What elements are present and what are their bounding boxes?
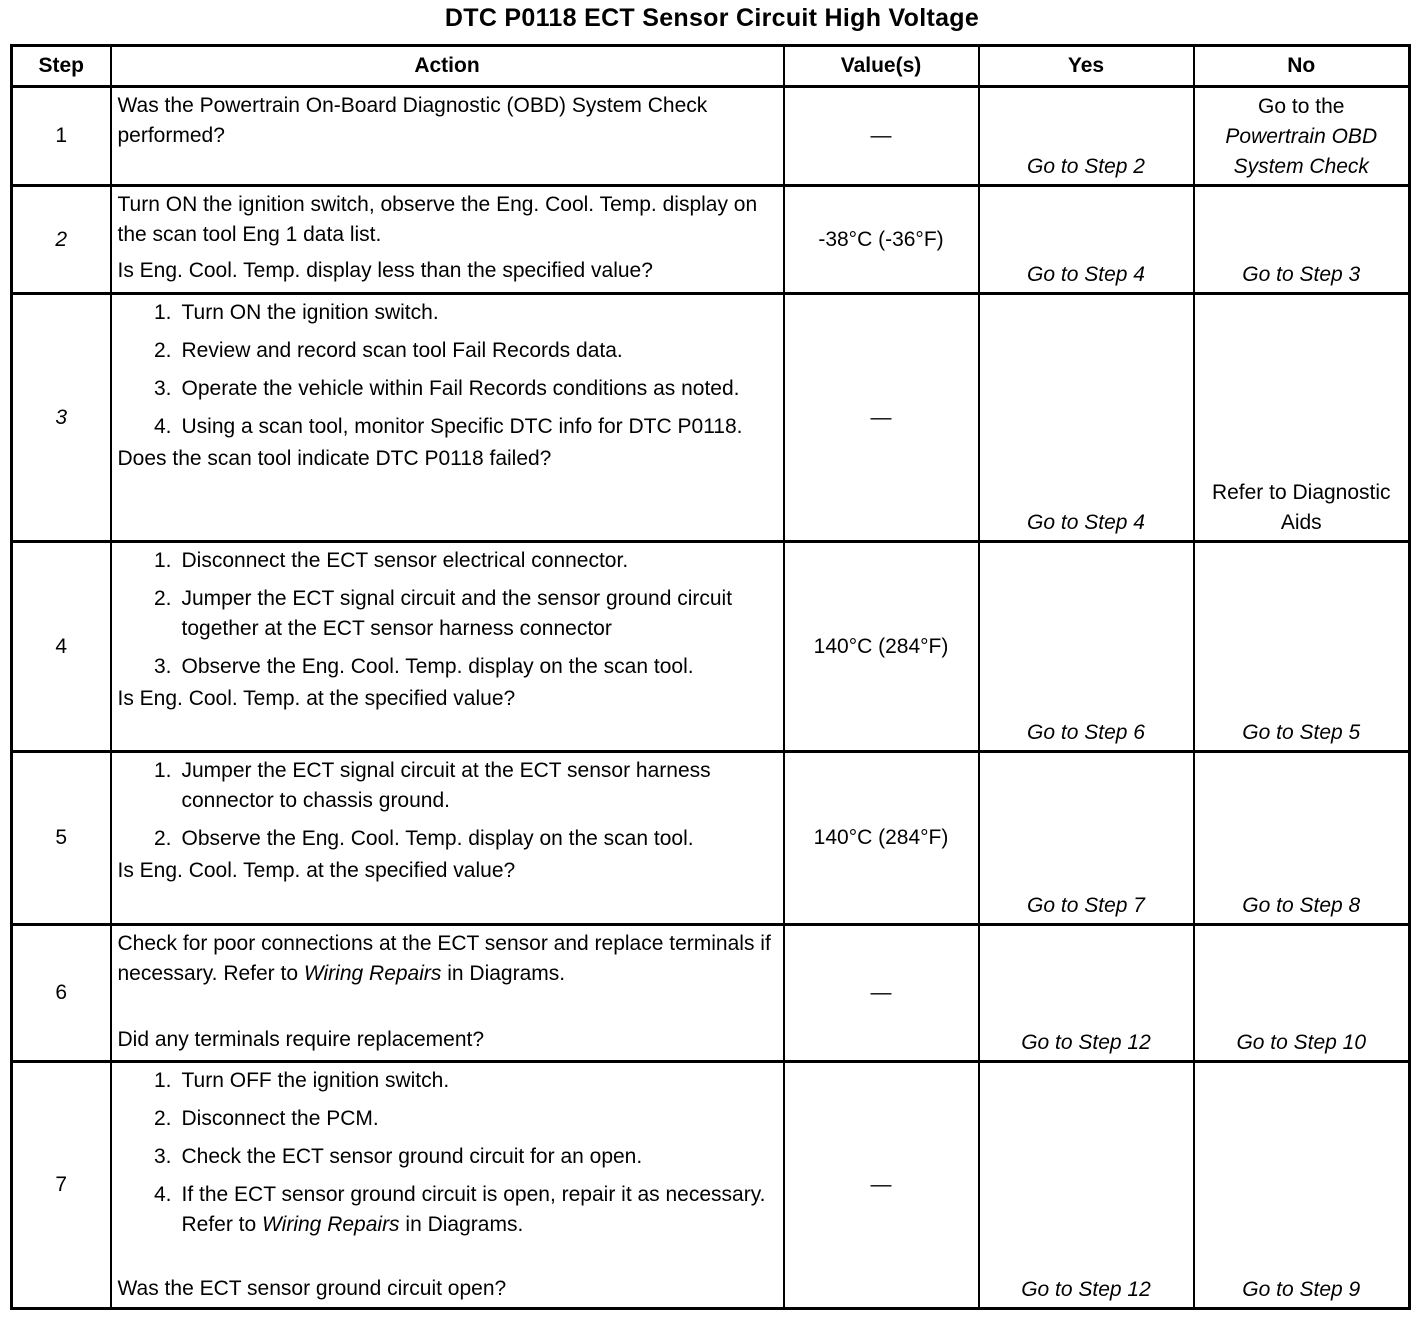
- yes-cell: Go to Step 4: [979, 186, 1194, 294]
- value-cell: —: [784, 925, 979, 1062]
- yes-cell: Go to Step 6: [979, 542, 1194, 752]
- action-step-item: 3. Check the ECT sensor ground circuit for an open.: [153, 1145, 643, 1168]
- action-cell: [111, 87, 784, 186]
- yes-cell: Go to Step 12: [979, 925, 1194, 1062]
- action-question: Is Eng. Cool. Temp. display less than the specified value?: [117, 259, 653, 282]
- no-cell: Go to Step 3: [1194, 186, 1410, 294]
- yes-cell: Go to Step 2: [979, 87, 1194, 186]
- header-no: No: [1194, 46, 1410, 87]
- action-step-item: 2. Disconnect the PCM.: [153, 1107, 379, 1130]
- action-question: Does the scan tool indicate DTC P0118 failed?: [117, 447, 552, 470]
- no-cell: Refer to Diagnostic Aids: [1194, 294, 1410, 542]
- diagnostic-table: [10, 44, 1411, 1310]
- table-row-step-5: [12, 752, 1410, 925]
- header-values: Value(s): [784, 46, 979, 87]
- no-cell: Go to Step 10: [1194, 925, 1410, 1062]
- action-step-item: 2. Jumper the ECT signal circuit and the sensor ground circuit together at the ECT sensor harness connector: [153, 587, 733, 640]
- no-cell: Go to Step 8: [1194, 752, 1410, 925]
- value-cell: 140°C (284°F): [784, 542, 979, 752]
- wiring-repairs-reference: Wiring Repairs: [262, 1213, 400, 1236]
- table-row-step-3: [12, 294, 1410, 542]
- value-cell: —: [784, 1062, 979, 1309]
- table-row-step-1: [12, 87, 1410, 186]
- action-steps-list: [118, 298, 779, 442]
- step-number: 7: [12, 1062, 111, 1309]
- action-steps-list: [118, 756, 779, 854]
- action-step-item: 4. Using a scan tool, monitor Specific DTC info for DTC P0118.: [153, 415, 743, 438]
- action-cell: [111, 925, 784, 1062]
- action-cell: [111, 542, 784, 752]
- action-question: Was the ECT sensor ground circuit open?: [117, 1277, 507, 1300]
- value-cell: -38°C (-36°F): [784, 186, 979, 294]
- yes-cell: Go to Step 12: [979, 1062, 1194, 1309]
- header-step: Step: [12, 46, 111, 87]
- wiring-repairs-reference: Wiring Repairs: [303, 962, 442, 985]
- action-cell: [111, 186, 784, 294]
- action-text: Turn ON the ignition switch, observe the Eng. Cool. Temp. display on the scan tool Eng 1 data list.: [117, 193, 758, 246]
- table-row-step-2: [12, 186, 1410, 294]
- action-step-item: 3. Operate the vehicle within Fail Records conditions as noted.: [153, 377, 740, 400]
- action-question: Is Eng. Cool. Temp. at the specified value?: [117, 687, 516, 710]
- yes-cell: Go to Step 4: [979, 294, 1194, 542]
- no-text-line1: Go to the: [1258, 95, 1345, 118]
- step-number: 6: [12, 925, 111, 1062]
- page-title: DTC P0118 ECT Sensor Circuit High Voltage: [444, 4, 980, 32]
- action-cell: [111, 294, 784, 542]
- action-question: Did any terminals require replacement?: [117, 1028, 485, 1051]
- value-cell: 140°C (284°F): [784, 752, 979, 925]
- no-cell: Go to Step 9: [1194, 1062, 1410, 1309]
- step-number: 1: [12, 87, 111, 186]
- action-cell: [111, 1062, 784, 1309]
- step-number: 5: [12, 752, 111, 925]
- action-step-item: 1. Disconnect the ECT sensor electrical connector.: [153, 549, 629, 572]
- action-step-item: 2. Review and record scan tool Fail Records data.: [153, 339, 623, 362]
- step-number: 4: [12, 542, 111, 752]
- table-row-step-4: [12, 542, 1410, 752]
- yes-cell: Go to Step 7: [979, 752, 1194, 925]
- action-steps-list: [118, 546, 779, 682]
- action-question: Is Eng. Cool. Temp. at the specified value?: [117, 859, 516, 882]
- value-cell: —: [784, 87, 979, 186]
- action-cell: [111, 752, 784, 925]
- action-step-item: 1. Turn ON the ignition switch.: [153, 301, 439, 324]
- action-step-item: 2. Observe the Eng. Cool. Temp. display on the scan tool.: [153, 827, 694, 850]
- action-step-item: 4. If the ECT sensor ground circuit is open, repair it as necessary. Refer to Wiring Repairs in Diagrams.: [153, 1183, 766, 1236]
- table-row-step-7: [12, 1062, 1410, 1309]
- action-steps-list: [118, 1066, 779, 1240]
- no-cell: Go to Step 5: [1194, 542, 1410, 752]
- step-number: 3: [12, 294, 111, 542]
- step-number: 2: [12, 186, 111, 294]
- header-action: Action: [111, 46, 784, 87]
- action-step-item: 1. Jumper the ECT signal circuit at the ECT sensor harness connector to chassis ground.: [153, 759, 711, 812]
- header-yes: Yes: [979, 46, 1194, 87]
- table-row-step-6: [12, 925, 1410, 1062]
- no-text-line2: Powertrain OBD System Check: [1225, 125, 1378, 178]
- action-text: Was the Powertrain On-Board Diagnostic (OBD) System Check performed?: [117, 94, 708, 147]
- value-cell: —: [784, 294, 979, 542]
- action-step-item: 1. Turn OFF the ignition switch.: [153, 1069, 450, 1092]
- action-text: Check for poor connections at the ECT sensor and replace terminals if necessary. Refer to Wiring Repairs in Diagrams.: [117, 932, 771, 985]
- action-step-item: 3. Observe the Eng. Cool. Temp. display on the scan tool.: [153, 655, 694, 678]
- no-cell: [1194, 87, 1410, 186]
- header-row: [12, 46, 1410, 87]
